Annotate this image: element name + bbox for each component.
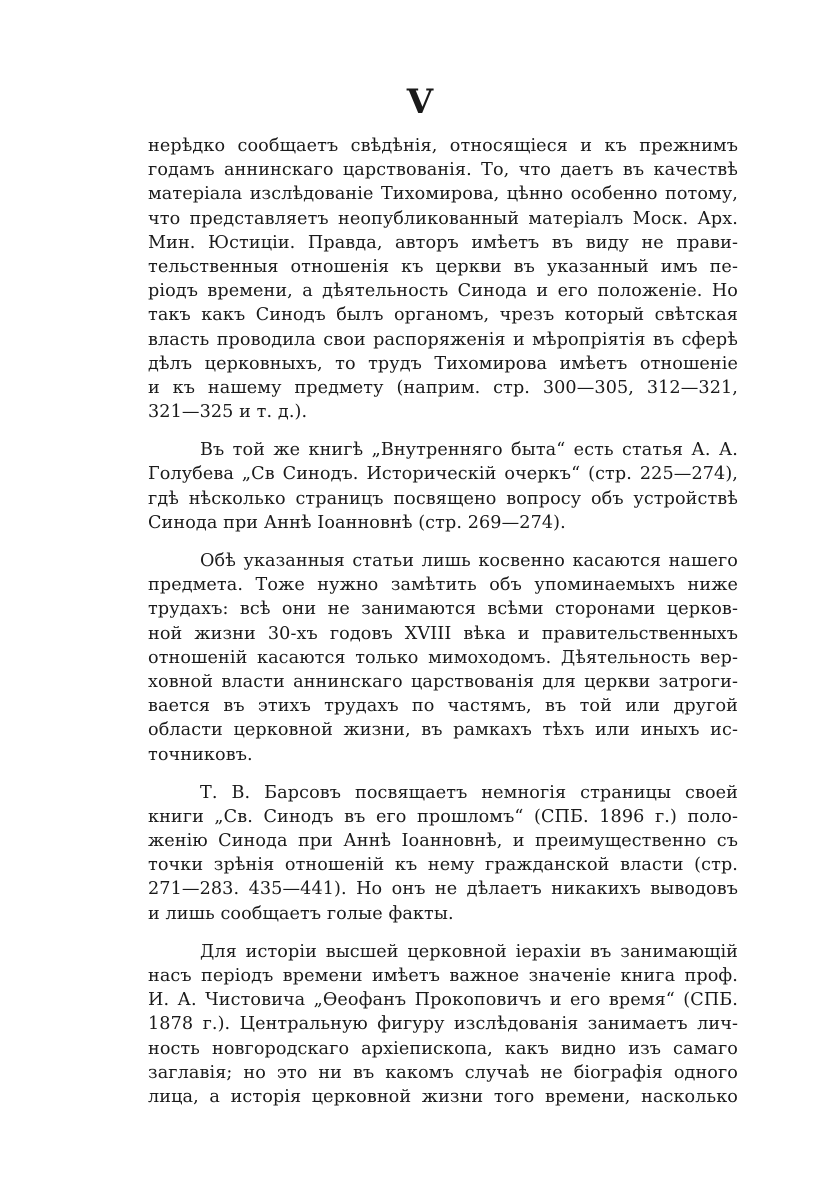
text-line: книги „Св. Синодъ въ его прошломъ“ (СПБ. 1896 г.) поло- bbox=[148, 806, 738, 827]
text-line: что представляетъ неопубликованный матеріалъ Моск. Арх. bbox=[148, 208, 738, 229]
body-text bbox=[148, 134, 738, 1109]
text-line: Мин. Юстиціи. Правда, авторъ имѣетъ въ виду не прави- bbox=[148, 232, 738, 253]
paragraph-spacer bbox=[148, 424, 738, 438]
text-line: точки зрѣнія отношеній къ нему гражданской власти (стр. bbox=[148, 855, 738, 876]
paragraph-spacer bbox=[148, 535, 738, 549]
text-line: Въ той же книгѣ „Внутренняго быта“ есть статья А. А. bbox=[200, 440, 738, 461]
text-line: отношеній касаются только мимоходомъ. Дѣятельность вер- bbox=[148, 647, 738, 668]
paragraph bbox=[148, 940, 738, 1109]
text-line: трудахъ: всѣ они не занимаются всѣми сторонами церков- bbox=[148, 599, 738, 620]
text-line: заглавія; но это ни въ какомъ случаѣ не біографія одного bbox=[148, 1062, 738, 1083]
text-line: тельственныя отношенія къ церкви въ указанный имъ пе- bbox=[148, 256, 738, 277]
text-line: ной жизни 30-хъ годовъ XVIII вѣка и правительственныхъ bbox=[148, 623, 738, 644]
text-line: 1878 г.). Центральную фигуру изслѣдованія занимаетъ лич- bbox=[148, 1014, 738, 1035]
paragraph bbox=[148, 781, 738, 926]
text-line: Т. В. Барсовъ посвящаетъ немногія страницы своей bbox=[200, 782, 738, 803]
text-line: ность новгородскаго архіепископа, какъ видно изъ самаго bbox=[148, 1038, 738, 1059]
text-line: точниковъ. bbox=[148, 744, 253, 765]
text-line: дѣлъ церковныхъ, то трудъ Тихомирова имѣетъ отношеніе bbox=[148, 353, 738, 374]
text-line: 271—283. 435—441). Но онъ не дѣлаетъ никакихъ выводовъ bbox=[148, 879, 738, 900]
text-line: нерѣдко сообщаетъ свѣдѣнія, относящіеся и къ прежнимъ bbox=[148, 136, 738, 156]
paragraph bbox=[148, 438, 738, 535]
paragraph-spacer bbox=[148, 926, 738, 940]
text-line: Для исторіи высшей церковной іерахіи въ занимающій bbox=[200, 941, 738, 962]
text-line: власть проводила свои распоряженія и мѣропріятія въ сферѣ bbox=[148, 329, 738, 350]
text-line: вается въ этихъ трудахъ по частямъ, въ той или другой bbox=[148, 696, 738, 717]
text-line: насъ періодъ времени имѣетъ важное значеніе книга проф. bbox=[148, 966, 738, 986]
text-line: области церковной жизни, въ рамкахъ тѣхъ или иныхъ ис- bbox=[148, 720, 738, 741]
text-line: ховной власти аннинскаго царствованія для церкви затроги- bbox=[148, 671, 738, 692]
page-number: V bbox=[406, 82, 434, 122]
paragraph bbox=[148, 134, 738, 424]
text-line: годамъ аннинскаго царствованія. То, что даетъ въ качествѣ bbox=[148, 160, 738, 181]
text-line: ріодъ времени, а дѣятельность Синода и его положеніе. Но bbox=[148, 281, 738, 302]
text-line: И. А. Чистовича „Ѳеофанъ Прокоповичъ и его время“ (СПБ. bbox=[148, 990, 738, 1011]
text-line: Обѣ указанныя статьи лишь косвенно касаются нашего bbox=[200, 551, 738, 571]
text-line: Синода при Аннѣ Іоанновнѣ (стр. 269—274). bbox=[148, 512, 566, 533]
text-line: и къ нашему предмету (наприм. стр. 300—305, 312—321, bbox=[148, 377, 738, 398]
text-line: лица, а исторія церковной жизни того времени, насколько bbox=[148, 1086, 738, 1107]
paragraph-spacer bbox=[148, 767, 738, 781]
text-line: такъ какъ Синодъ былъ органомъ, чрезъ который свѣтская bbox=[148, 305, 738, 326]
text-line: предмета. Тоже нужно замѣтить объ упоминаемыхъ ниже bbox=[148, 575, 738, 596]
text-line: 321—325 и т. д.). bbox=[148, 402, 308, 423]
text-line: матеріала изслѣдованіе Тихомирова, цѣнно особенно потому, bbox=[148, 184, 738, 205]
text-line: Голубева „Св Синодъ. Историческій очеркъ“ (стр. 225—274), bbox=[148, 464, 738, 485]
paragraph bbox=[148, 549, 738, 767]
text-line: гдѣ нѣсколько страницъ посвящено вопросу объ устройствѣ bbox=[148, 488, 738, 509]
text-line: и лишь сообщаетъ голые факты. bbox=[148, 903, 454, 924]
text-line: женію Синода при Аннѣ Іоанновнѣ, и преимущественно съ bbox=[148, 831, 738, 852]
